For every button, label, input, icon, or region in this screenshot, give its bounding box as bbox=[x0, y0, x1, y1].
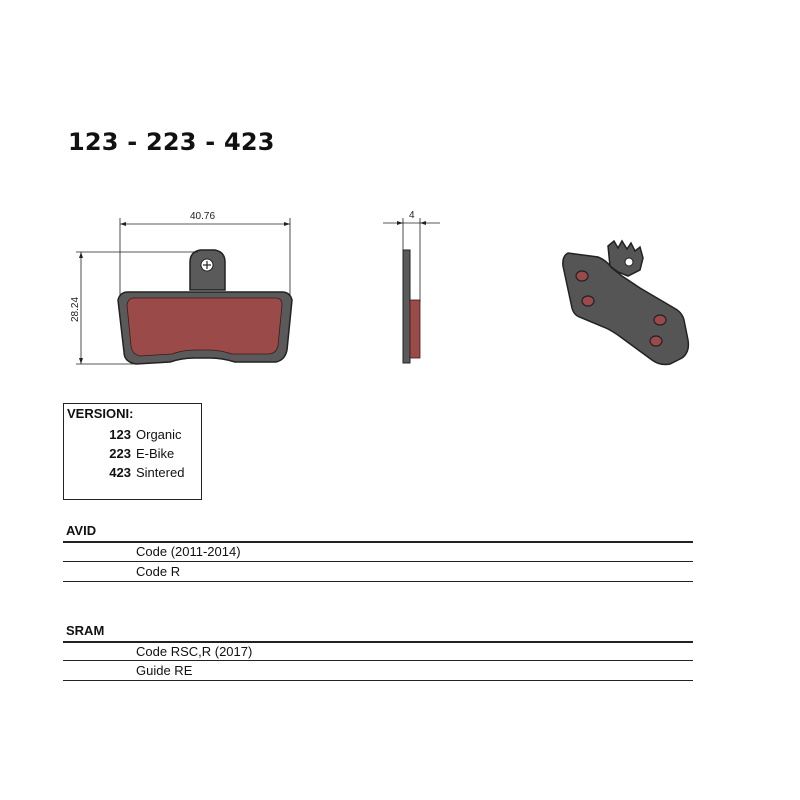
divider bbox=[63, 660, 693, 661]
pad-friction-material bbox=[127, 298, 282, 356]
height-dimension-label: 28.24 bbox=[70, 296, 81, 322]
divider bbox=[63, 680, 693, 681]
product-title: 123 - 223 - 423 bbox=[68, 128, 275, 156]
versions-title: VERSIONI: bbox=[67, 406, 134, 421]
version-code: 423 bbox=[109, 465, 131, 480]
model-item: Code R bbox=[136, 564, 181, 579]
brand-heading-sram: SRAM bbox=[66, 623, 105, 638]
version-code: 123 bbox=[109, 427, 131, 442]
backplate-hole-icon bbox=[654, 315, 666, 325]
version-name: E-Bike bbox=[136, 446, 175, 461]
version-name: Sintered bbox=[136, 465, 185, 480]
backplate-hole-icon bbox=[650, 336, 662, 346]
backplate-hole-icon bbox=[576, 271, 588, 281]
divider bbox=[63, 581, 693, 582]
divider bbox=[63, 641, 693, 643]
width-dimension-label: 40.76 bbox=[190, 211, 216, 222]
pad-front-view bbox=[70, 211, 292, 364]
thickness-dimension-label: 4 bbox=[409, 210, 415, 221]
side-friction-material bbox=[410, 300, 420, 358]
pad-perspective-view bbox=[563, 241, 689, 365]
backplate-hole-icon bbox=[582, 296, 594, 306]
divider bbox=[63, 561, 693, 562]
version-code: 223 bbox=[109, 446, 131, 461]
model-item: Code RSC,R (2017) bbox=[136, 644, 253, 659]
side-backplate bbox=[403, 250, 410, 363]
perspective-hole-icon bbox=[625, 258, 633, 266]
divider bbox=[63, 541, 693, 543]
versions-box bbox=[63, 403, 202, 500]
brand-heading-avid: AVID bbox=[66, 523, 97, 538]
pad-side-view bbox=[383, 210, 440, 363]
model-item: Guide RE bbox=[136, 663, 193, 678]
model-item: Code (2011-2014) bbox=[136, 544, 241, 559]
version-name: Organic bbox=[136, 427, 182, 442]
